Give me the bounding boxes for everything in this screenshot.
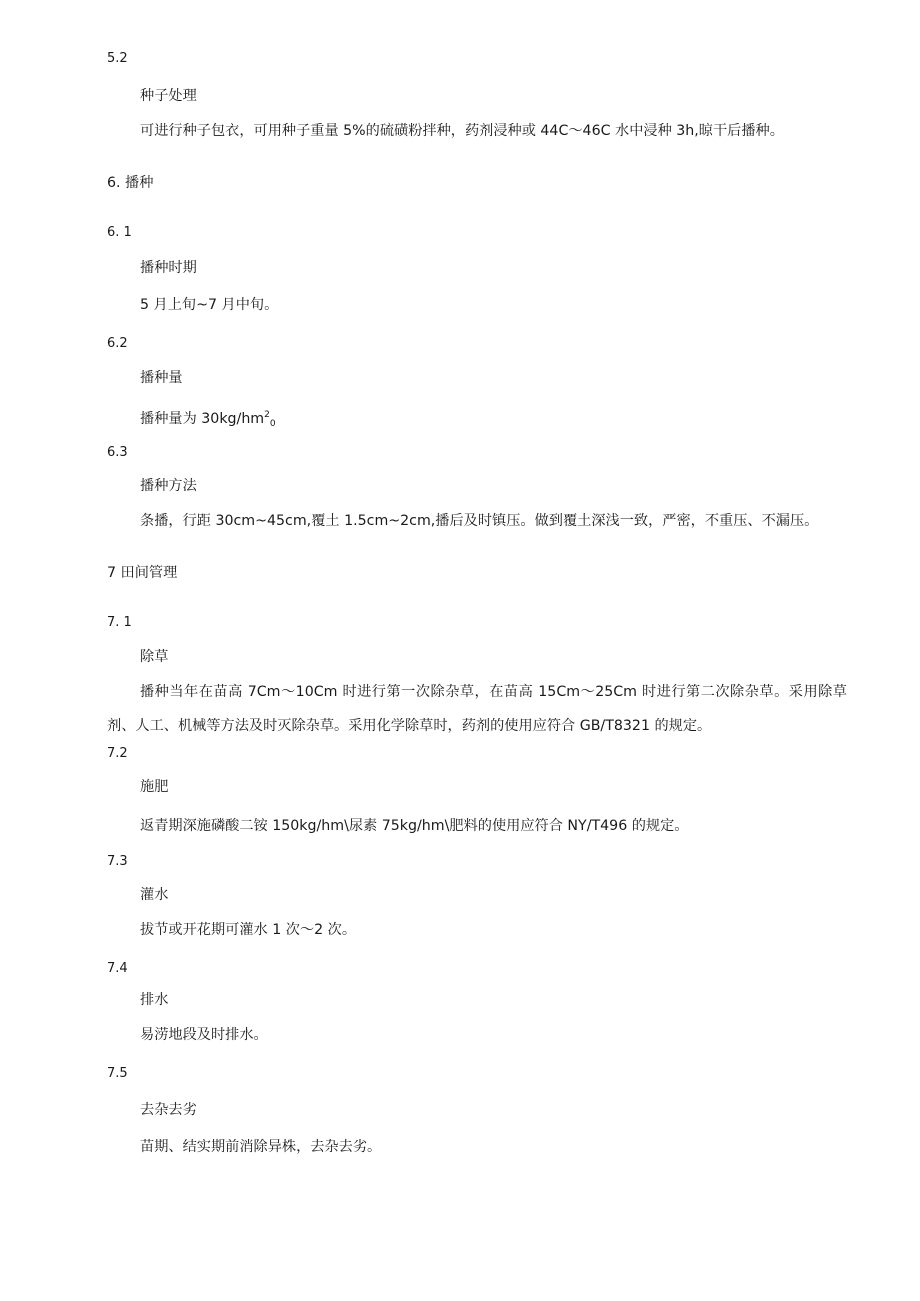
- section-heading-sowing-rate: 播种量: [140, 370, 183, 386]
- section-number-7-4: 7.4: [107, 961, 128, 976]
- section-number-5-2: 5.2: [107, 51, 128, 66]
- section-heading-drainage: 排水: [140, 992, 169, 1008]
- section-number-7-2: 7.2: [107, 746, 128, 761]
- sowing-rate-subscript: 0: [269, 419, 276, 429]
- section-text-irrigation: 拔节或开花期可灌水 1 次～2 次。: [140, 922, 357, 938]
- section-text-sowing-rate: [140, 405, 276, 434]
- section-number-6-3: 6.3: [107, 445, 128, 460]
- section-number-6-1: 6. 1: [107, 225, 132, 240]
- section-number-6-2: 6.2: [107, 336, 128, 351]
- section-text-seed-treatment: 可进行种子包衣，可用种子重量 5%的硫磺粉拌种，药剂浸种或 44C～46C 水中浸种 3h,晾干后播种。: [140, 123, 784, 139]
- section-text-fertilization: 返青期深施磷酸二铵 150kg∕hm\尿素 75kg∕hm\肥料的使用应符合 NY/T496 的规定。: [140, 818, 689, 834]
- section-heading-sowing-period: 播种时期: [140, 260, 197, 276]
- chapter-heading-sowing: 6. 播种: [107, 175, 154, 191]
- section-heading-irrigation: 灌水: [140, 887, 169, 903]
- section-number-7-5: 7.5: [107, 1066, 128, 1081]
- section-heading-seed-treatment: 种子处理: [140, 88, 197, 104]
- section-text-roguing: 苗期、结实期前消除异株，去杂去劣。: [140, 1139, 382, 1155]
- section-text-weeding: 播种当年在苗高 7Cm～10Cm 时进行第一次除杂草，在苗高 15Cm～25Cm 时进行第二次除杂草。采用除草剂、人工、机械等方法及时灭除杂草。采用化学除草时，药剂的使用应符合 GB/T8321 的规定。: [107, 684, 847, 734]
- section-text-sowing-method: 条播，行距 30cm~45cm,覆土 1.5cm~2cm,播后及时镇压。做到覆土深浅一致，严密，不重压、不漏压。: [140, 513, 819, 529]
- section-number-7-3: 7.3: [107, 854, 128, 869]
- sowing-rate-superscript: 2: [264, 410, 270, 420]
- section-number-7-1: 7. 1: [107, 615, 132, 630]
- sowing-rate-text: 播种量为 30kg∕hm: [140, 411, 265, 427]
- section-text-sowing-period: 5 月上旬~7 月中旬。: [140, 297, 279, 313]
- section-heading-sowing-method: 播种方法: [140, 478, 197, 494]
- section-heading-roguing: 去杂去劣: [140, 1102, 197, 1118]
- section-heading-weeding: 除草: [140, 649, 169, 665]
- section-text-drainage: 易涝地段及时排水。: [140, 1027, 268, 1043]
- section-heading-fertilization: 施肥: [140, 779, 169, 795]
- chapter-heading-field-management: 7 田间管理: [107, 565, 178, 581]
